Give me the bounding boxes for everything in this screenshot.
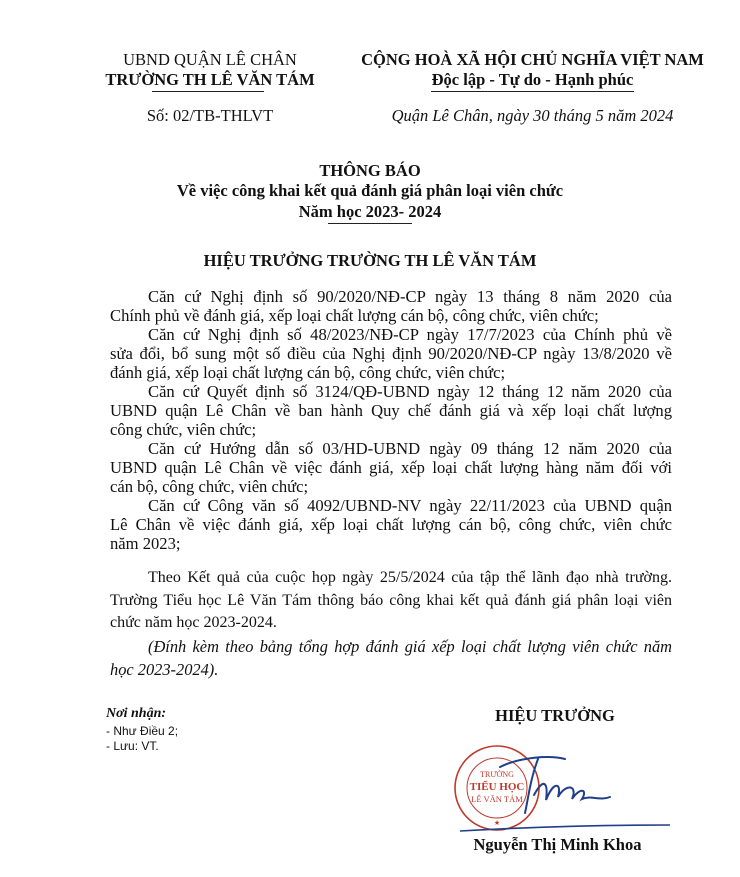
header-underline (152, 91, 264, 92)
text-line: Căn cứ Hướng dẫn số 03/HD-UBND ngày 09 tháng 12 năm 2020 của (148, 439, 672, 458)
svg-text:TIỂU HỌC: TIỂU HỌC (469, 781, 525, 793)
place-date: Quận Lê Chân, ngày 30 tháng 5 năm 2024 (391, 106, 674, 125)
paragraph-decision-3124 (110, 382, 672, 439)
title-underline (328, 223, 412, 224)
text-line: Căn cứ Nghị định số 48/2023/NĐ-CP ngày 17/7/2023 của Chính phủ về (148, 325, 672, 344)
motto-underline (431, 91, 634, 92)
text-line: Lê Chân về việc đánh giá, xếp loại chất lượng cán bộ, công chức, viên chức (110, 515, 672, 534)
text-line: Theo Kết quả của cuộc họp ngày 25/5/2024 của tập thể lãnh đạo nhà trường. (148, 569, 672, 586)
recipients-label: Nơi nhận: (106, 706, 167, 721)
svg-text:★: ★ (493, 820, 501, 827)
text-line: Trường Tiểu học Lê Văn Tám thông báo công khai kết quả đánh giá phân loại viên (110, 591, 672, 609)
country-name: CỘNG HOÀ XÃ HỘI CHỦ NGHĨA VIỆT NAM (361, 50, 704, 69)
text-line: năm 2023; (110, 534, 181, 553)
text-line: (Đính kèm theo bảng tổng hợp đánh giá xếp loại chất lượng viên chức năm (148, 637, 672, 656)
svg-text:LÊ VĂN TÁM: LÊ VĂN TÁM (471, 794, 523, 804)
document-subject: Về việc công khai kết quả đánh giá phân loại viên chức (176, 181, 564, 200)
issuer: HIỆU TRƯỞNG TRƯỜNG TH LÊ VĂN TÁM (203, 251, 537, 270)
school-name: TRƯỜNG TH LÊ VĂN TÁM (105, 70, 315, 89)
authority-name: UBND QUẬN LÊ CHÂN (123, 50, 297, 69)
paragraph-decree-90 (110, 287, 672, 325)
text-line: sửa đổi, bổ sung một số điều của Nghị định 90/2020/NĐ-CP ngày 13/8/2020 về (110, 344, 672, 363)
paragraph-attachment-note (110, 635, 672, 681)
text-line: Căn cứ Nghị định số 90/2020/NĐ-CP ngày 13 tháng 8 năm 2020 của (148, 287, 672, 306)
school-year: Năm học 2023- 2024 (298, 202, 442, 221)
recipient-item: - Như Điều 2; (106, 724, 179, 738)
paragraph-decree-48 (110, 325, 672, 382)
paragraph-official-letter-4092 (110, 496, 672, 553)
paragraph-guidance-03 (110, 439, 672, 496)
recipient-item: - Lưu: VT. (106, 739, 159, 753)
text-line: UBND quận Lê Chân về ban hành Quy chế đánh giá và xếp loại chất lượng (110, 401, 672, 420)
signer-name: Nguyễn Thị Minh Khoa (473, 835, 642, 854)
text-line: học 2023-2024). (110, 660, 219, 679)
text-line: Chính phủ về đánh giá, xếp loại chất lượng cán bộ, công chức, viên chức; (110, 306, 599, 325)
paragraph-meeting-result (110, 567, 672, 635)
text-line: công chức, viên chức; (110, 420, 257, 439)
official-stamp-and-signature (450, 745, 670, 835)
text-line: chức năm học 2023-2024. (110, 614, 277, 631)
motto: Độc lập - Tự do - Hạnh phúc (431, 70, 634, 89)
text-line: cán bộ, công chức, viên chức; (110, 477, 309, 496)
text-line: Căn cứ Công văn số 4092/UBND-NV ngày 22/11/2023 của UBND quận (148, 496, 672, 515)
document-number: Số: 02/TB-THLVT (146, 106, 274, 125)
text-line: UBND quận Lê Chân về việc đánh giá, xếp loại chất lượng hàng năm đối với (110, 458, 672, 477)
signer-role: HIỆU TRƯỞNG (495, 706, 615, 725)
text-line: đánh giá, xếp loại chất lượng cán bộ, công chức, viên chức; (110, 363, 506, 382)
text-line: Căn cứ Quyết định số 3124/QĐ-UBND ngày 12 tháng 12 năm 2020 của (148, 382, 672, 401)
document-type: THÔNG BÁO (319, 161, 421, 180)
svg-text:TRƯỜNG: TRƯỜNG (480, 770, 514, 779)
